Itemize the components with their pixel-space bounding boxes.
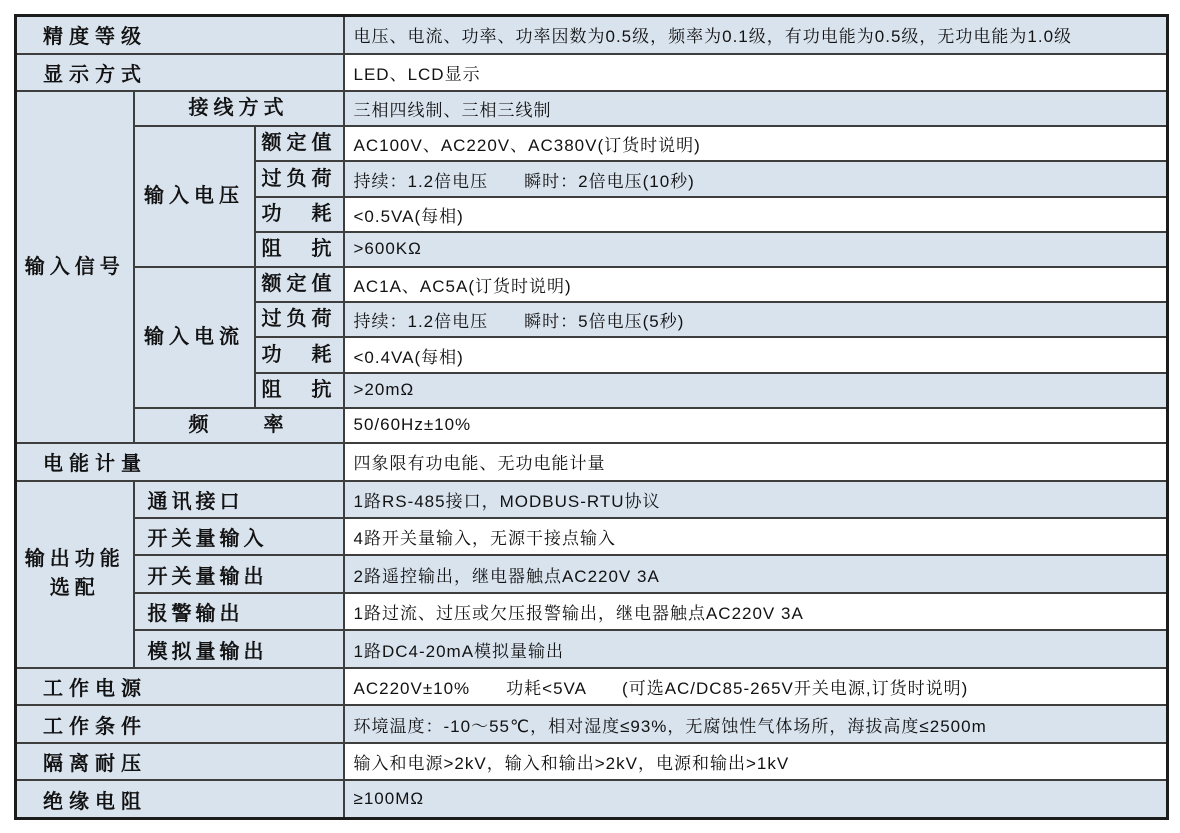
row-voltage-rated [16, 126, 1168, 161]
voltage-consumption-value: <0.5VA(每相) [344, 197, 1168, 232]
display-label: 显示方式 [16, 54, 344, 91]
comm-label: 通讯接口 [134, 481, 344, 518]
voltage-impedance-value: >600KΩ [344, 232, 1168, 267]
current-rated-value: AC1A、AC5A(订货时说明) [344, 267, 1168, 302]
insulation-resistance-value: ≥100MΩ [344, 780, 1168, 818]
current-consumption-label: 功 耗 [255, 337, 344, 372]
working-conditions-label: 工作条件 [16, 705, 344, 742]
spec-sheet [14, 14, 1169, 820]
digital-input-value: 4路开关量输入，无源干接点输入 [344, 518, 1168, 555]
energy-metering-label: 电能计量 [16, 443, 344, 480]
insulation-resistance-label: 绝缘电阻 [16, 780, 344, 818]
analog-output-label: 模拟量输出 [134, 630, 344, 667]
voltage-overload-label: 过负荷 [255, 161, 344, 196]
row-digital-input [16, 518, 1168, 555]
input-current-group-label: 输入电流 [134, 267, 255, 408]
current-overload-label: 过负荷 [255, 302, 344, 337]
row-display [16, 54, 1168, 91]
voltage-impedance-label: 阻 抗 [255, 232, 344, 267]
isolation-voltage-value: 输入和电源>2kV，输入和输出>2kV，电源和输出>1kV [344, 743, 1168, 780]
isolation-voltage-label: 隔离耐压 [16, 743, 344, 780]
current-consumption-value: <0.4VA(每相) [344, 337, 1168, 372]
output-functions-group-label: 输出功能选配 [16, 481, 134, 668]
row-insulation-resistance [16, 780, 1168, 818]
frequency-label: 频 率 [134, 408, 344, 443]
row-energy-metering [16, 443, 1168, 480]
row-accuracy [16, 16, 1168, 54]
voltage-overload-value: 持续：1.2倍电压 瞬时：2倍电压(10秒) [344, 161, 1168, 196]
current-overload-value: 持续：1.2倍电压 瞬时：5倍电压(5秒) [344, 302, 1168, 337]
accuracy-label: 精度等级 [16, 16, 344, 54]
digital-output-value: 2路遥控输出，继电器触点AC220V 3A [344, 555, 1168, 592]
alarm-output-label: 报警输出 [134, 593, 344, 630]
digital-output-label: 开关量输出 [134, 555, 344, 592]
voltage-consumption-label: 功 耗 [255, 197, 344, 232]
current-impedance-value: >20mΩ [344, 373, 1168, 408]
working-conditions-value: 环境温度：-10～55℃，相对湿度≤93%，无腐蚀性气体场所，海拔高度≤2500m [344, 705, 1168, 742]
current-rated-label: 额定值 [255, 267, 344, 302]
analog-output-value: 1路DC4-20mA模拟量输出 [344, 630, 1168, 667]
display-value: LED、LCD显示 [344, 54, 1168, 91]
current-impedance-label: 阻 抗 [255, 373, 344, 408]
power-supply-value: AC220V±10% 功耗<5VA (可选AC/DC85-265V开关电源,订货时说明) [344, 668, 1168, 705]
row-digital-output [16, 555, 1168, 592]
digital-input-label: 开关量输入 [134, 518, 344, 555]
wiring-value: 三相四线制、三相三线制 [344, 91, 1168, 126]
input-voltage-group-label: 输入电压 [134, 126, 255, 267]
input-signal-group-label: 输入信号 [16, 91, 134, 443]
row-comm [16, 481, 1168, 518]
comm-value: 1路RS-485接口，MODBUS-RTU协议 [344, 481, 1168, 518]
row-working-conditions [16, 705, 1168, 742]
row-isolation-voltage [16, 743, 1168, 780]
row-wiring [16, 91, 1168, 126]
voltage-rated-label: 额定值 [255, 126, 344, 161]
wiring-label: 接线方式 [134, 91, 344, 126]
spec-table [14, 14, 1169, 820]
frequency-value: 50/60Hz±10% [344, 408, 1168, 443]
row-power-supply [16, 668, 1168, 705]
row-current-rated [16, 267, 1168, 302]
row-analog-output [16, 630, 1168, 667]
accuracy-value: 电压、电流、功率、功率因数为0.5级，频率为0.1级，有功电能为0.5级，无功电能为1.0级 [344, 16, 1168, 54]
power-supply-label: 工作电源 [16, 668, 344, 705]
voltage-rated-value: AC100V、AC220V、AC380V(订货时说明) [344, 126, 1168, 161]
alarm-output-value: 1路过流、过压或欠压报警输出，继电器触点AC220V 3A [344, 593, 1168, 630]
row-frequency [16, 408, 1168, 443]
energy-metering-value: 四象限有功电能、无功电能计量 [344, 443, 1168, 480]
row-alarm-output [16, 593, 1168, 630]
